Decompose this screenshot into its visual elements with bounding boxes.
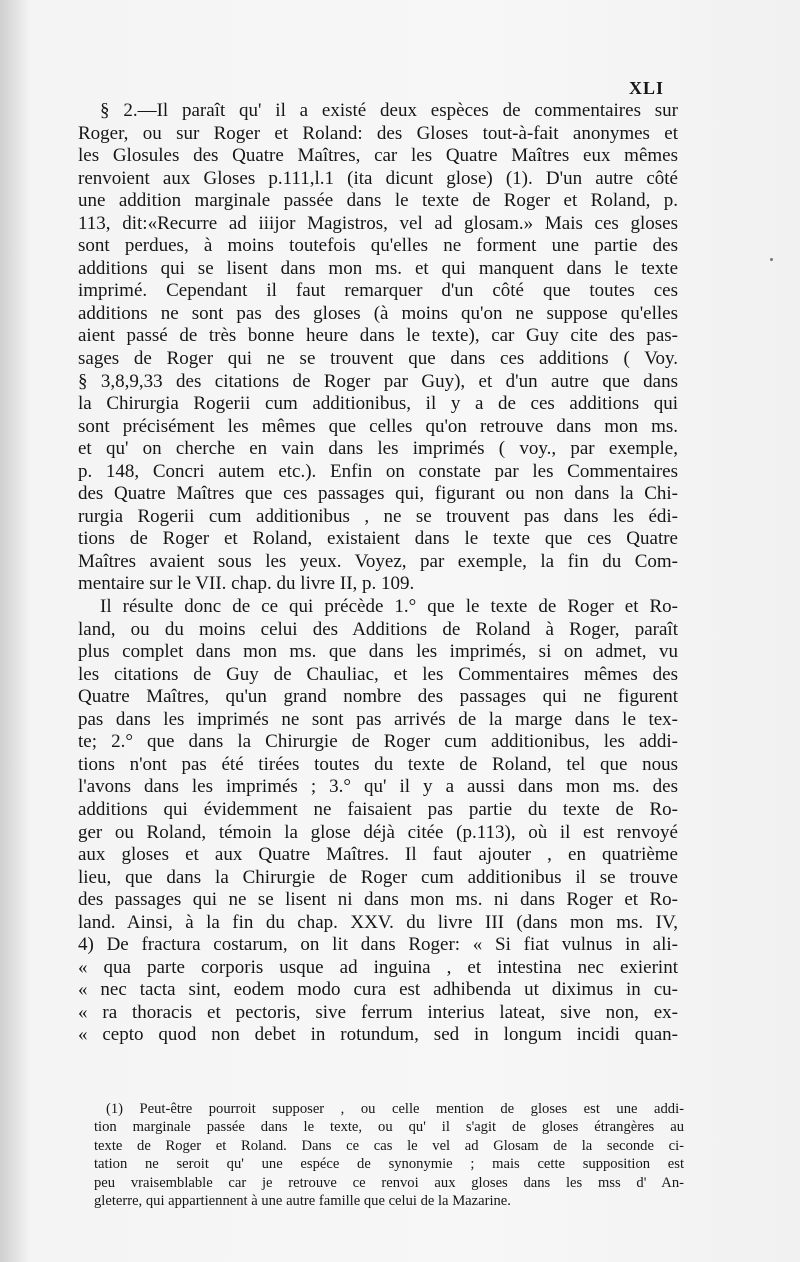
text-line: « ra thoracis et pectoris, sive ferrum interius lateat, sive non, ex-: [78, 1001, 678, 1023]
text-line: p. 148, Concri autem etc.). Enfin on constate par les Commentaires: [78, 460, 678, 482]
text-line: l'avons dans les imprimés ; 3.° qu' il y a aussi dans mon ms. des: [78, 776, 678, 798]
footnote-line: (1) Peut-être pourroit supposer , ou celle mention de gloses est une addi-: [106, 1101, 684, 1117]
text-line: additions qui se lisent dans mon ms. et qui manquent dans le texte: [78, 257, 678, 279]
page-number: XLI: [629, 78, 665, 98]
footnote-line: tation ne seroit qu' une espéce de synonymie ; mais cette supposition est: [94, 1156, 684, 1173]
paper-speck: [770, 258, 773, 261]
text-line: aient passé de très bonne heure dans le texte), car Guy cite des pas-: [78, 325, 678, 347]
text-line: « qua parte corporis usque ad inguina , et intestina nec exierint: [78, 956, 678, 978]
text-line: plus complet dans mon ms. que dans les imprimés, si on admet, vu: [78, 641, 678, 663]
footnote: [94, 1100, 684, 1210]
text-line: § 2.—Il paraît qu' il a existé deux espèces de commentaires sur: [100, 100, 678, 121]
text-line: sages de Roger qui ne se trouvent que dans ces additions ( Voy.: [78, 348, 678, 370]
text-line: « nec tacta sint, eodem modo cura est adhibenda ut diximus in cu-: [78, 979, 678, 1001]
text-line: sont perdues, à moins toutefois qu'elles ne forment une partie des: [78, 235, 678, 257]
text-line: une addition marginale passée dans le texte de Roger et Roland, p.: [78, 190, 678, 212]
text-line: les Glosules des Quatre Maîtres, car les Quatre Maîtres eux mêmes: [78, 145, 678, 167]
text-line: aux gloses et aux Quatre Maîtres. Il faut ajouter , en quatrième: [78, 844, 678, 866]
text-line: land, ou du moins celui des Additions de Roland à Roger, paraît: [78, 618, 678, 640]
text-line: Maîtres avaient sous les yeux. Voyez, par exemple, la fin du Com-: [78, 550, 678, 572]
text-line: additions ne sont pas des gloses (à moins qu'on ne suppose qu'elles: [78, 302, 678, 324]
text-line: « cepto quod non debet in rotundum, sed in longum incidi quan-: [78, 1024, 678, 1046]
text-line: la Chirurgia Rogerii cum additionibus, il y a de ces additions qui: [78, 393, 678, 415]
text-line: land. Ainsi, à la fin du chap. XXV. du livre III (dans mon ms. IV,: [78, 911, 678, 933]
text-line: ger ou Roland, témoin la glose déjà citée (p.113), où il est renvoyé: [78, 821, 678, 843]
text-line: des Quatre Maîtres que ces passages qui, figurant ou non dans la Chi-: [78, 483, 678, 505]
text-line: renvoient aux Gloses p.111,l.1 (ita dicunt glose) (1). D'un autre côté: [78, 167, 678, 189]
text-line: les citations de Guy de Chauliac, et les Commentaires mêmes des: [78, 663, 678, 685]
text-line: 113, dit:«Recurre ad iiijor Magistros, vel ad glosam.» Mais ces gloses: [78, 212, 678, 234]
text-line: tions n'ont pas été tirées toutes du texte de Roland, tel que nous: [78, 753, 678, 775]
text-line: te; 2.° que dans la Chirurgie de Roger cum additionibus, les addi-: [78, 731, 678, 753]
text-line: mentaire sur le VII. chap. du livre II, p. 109.: [78, 573, 415, 595]
text-line: tions de Roger et Roland, existaient dans le texte que ces Quatre: [78, 528, 678, 550]
text-line: pas dans les imprimés ne sont pas arrivés de la marge dans le tex-: [78, 708, 678, 730]
footnote-line: tion marginale passée dans le texte, ou qu' il s'agit de gloses étrangères au: [94, 1119, 684, 1136]
footnote-line: gleterre, qui appartiennent à une autre famille que celui de la Mazarine.: [94, 1192, 511, 1209]
text-line: lieu, que dans la Chirurgie de Roger cum additionibus il se trouve: [78, 866, 678, 888]
text-line: Il résulte donc de ce qui précède 1.° que le texte de Roger et Ro-: [100, 596, 678, 618]
text-line: et qu' on cherche en vain dans les imprimés ( voy., par exemple,: [78, 438, 678, 460]
footnote-line: peu vraisemblable car je retrouve ce renvoi aux gloses dans les mss d' An-: [94, 1174, 684, 1191]
text-line: 4) De fractura costarum, on lit dans Roger: « Si fiat vulnus in ali-: [78, 934, 678, 956]
text-line: Quatre Maîtres, qu'un grand nombre des passages qui ne figurent: [78, 686, 678, 708]
text-line: § 3,8,9,33 des citations de Roger par Guy), et d'un autre que dans: [78, 370, 678, 392]
text-line: sont précisément les mêmes que celles qu'on retrouve dans mon ms.: [78, 415, 678, 437]
text-line: imprimé. Cependant il faut remarquer d'un côté que toutes ces: [78, 280, 678, 302]
text-line: Roger, ou sur Roger et Roland: des Gloses tout-à-fait anonymes et: [78, 122, 678, 144]
body-text: [78, 100, 678, 1047]
text-line: additions qui évidemment ne faisaient pas partie du texte de Ro-: [78, 798, 678, 820]
text-line: des passages qui ne se lisent ni dans mon ms. ni dans Roger et Ro-: [78, 889, 678, 911]
footnote-line: texte de Roger et Roland. Dans ce cas le vel ad Glosam de la seconde ci-: [94, 1137, 684, 1154]
text-line: rurgia Rogerii cum additionibus , ne se trouvent pas dans les édi-: [78, 505, 678, 527]
